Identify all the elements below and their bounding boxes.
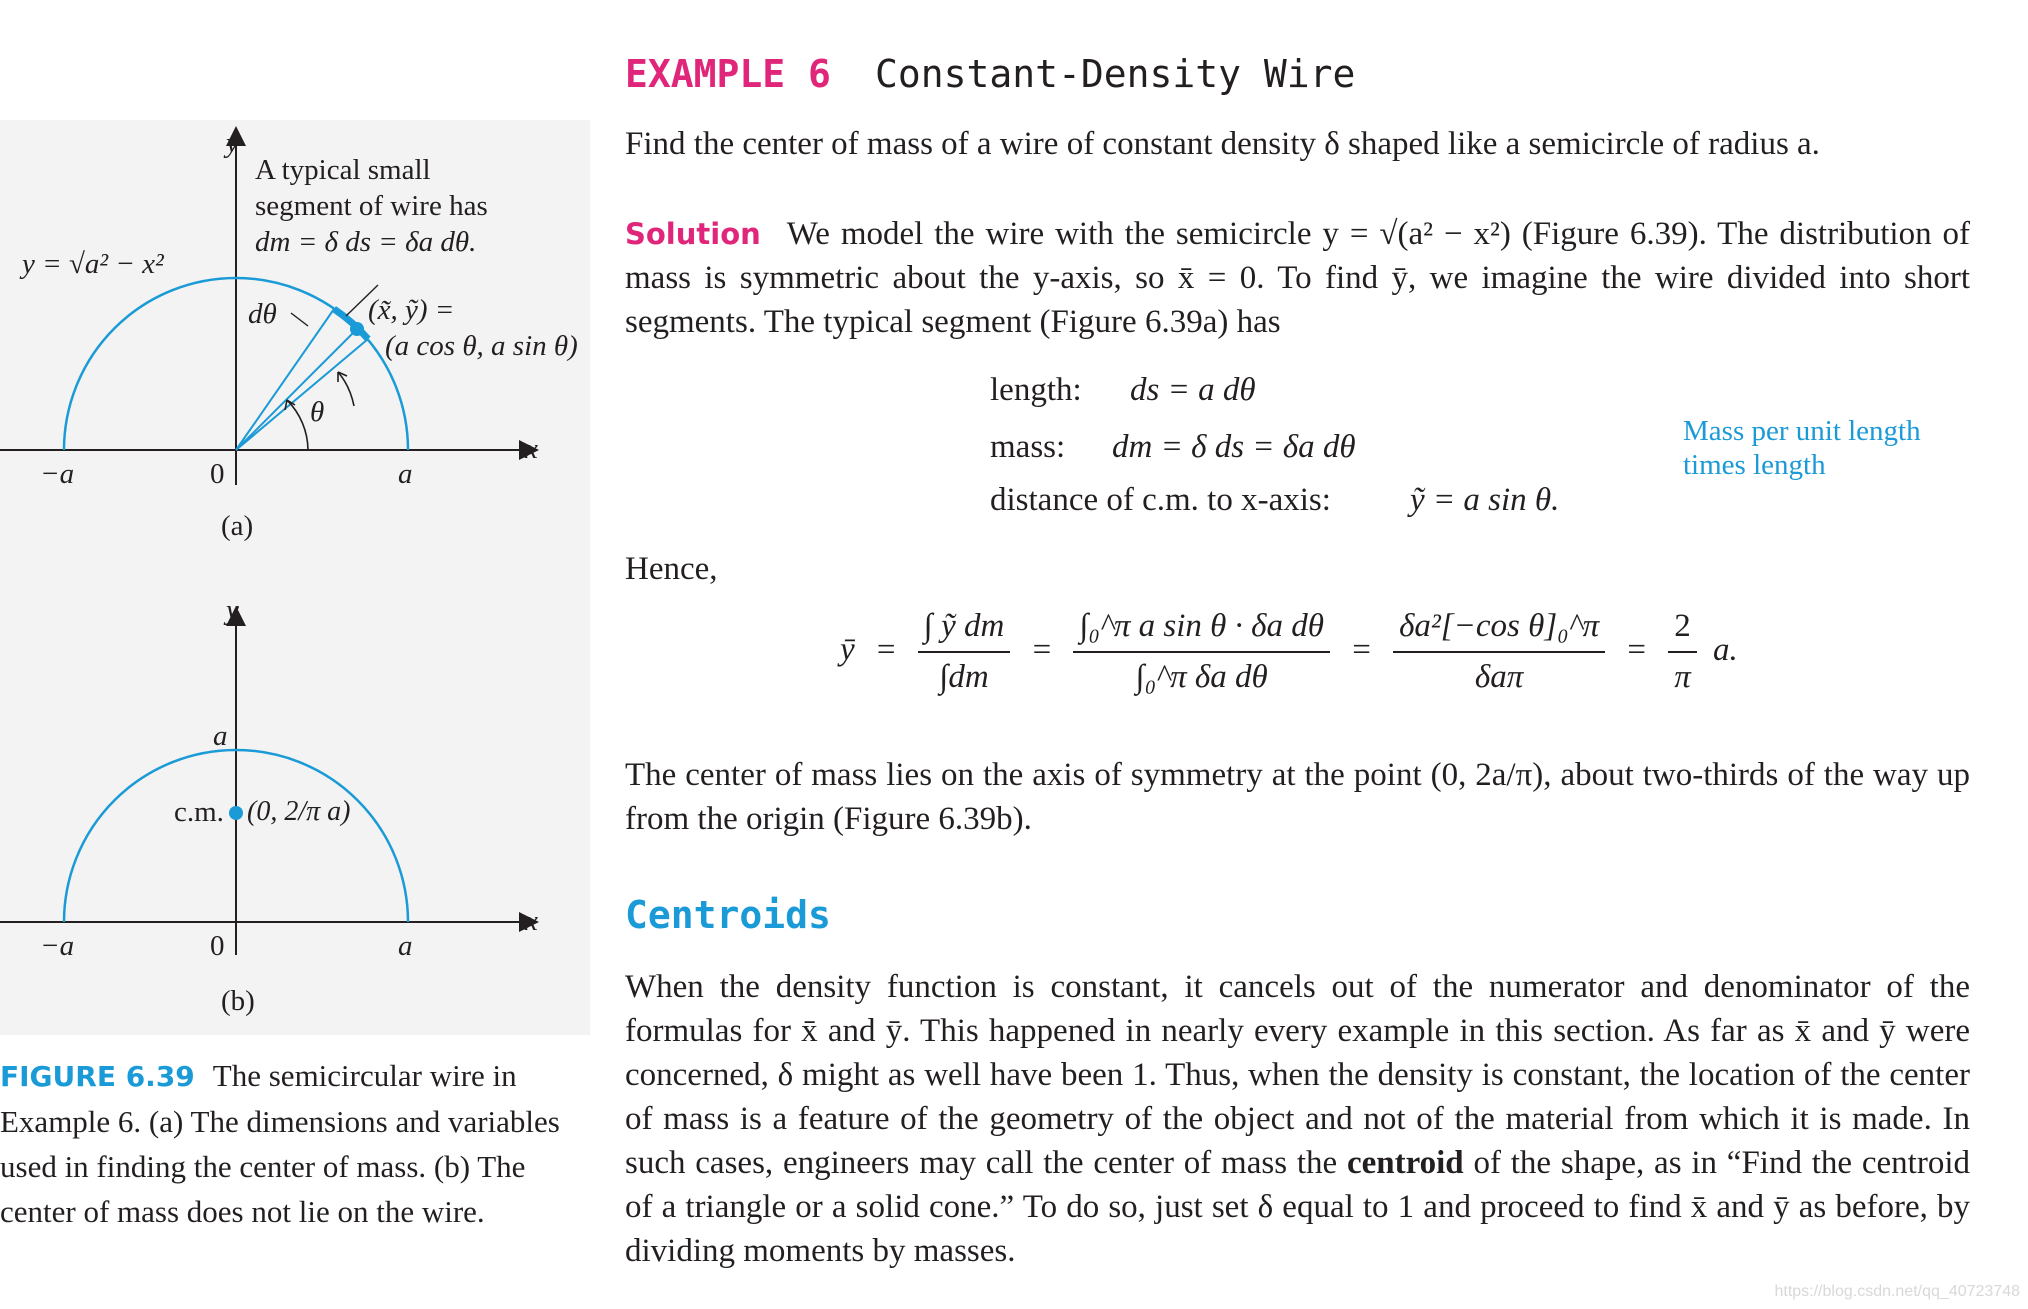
point-label-1: (x̃, ỹ) =: [368, 294, 455, 326]
neg-a-label-a: −a: [40, 458, 75, 490]
panel-label-a: (a): [221, 510, 254, 542]
eq-sign-2: =: [1032, 631, 1052, 668]
rotation-arrow: [338, 372, 354, 406]
hence-label: Hence,: [625, 551, 718, 587]
curve-equation-label: y = √a² − x²: [22, 248, 164, 280]
fraction-1: [918, 608, 1011, 696]
fraction-3-numerator: δa²[−cos θ]₀^π: [1393, 608, 1605, 653]
fraction-2: [1073, 608, 1330, 696]
eq-lhs: ȳ: [840, 631, 855, 668]
distance-equation: ỹ = a sin θ.: [1410, 482, 1560, 518]
segment-point: [350, 322, 364, 336]
callout-line-3: dm = δ ds = δa dθ.: [255, 226, 477, 258]
example-title: Constant-Density Wire: [875, 52, 1356, 96]
fraction-3: [1393, 608, 1605, 696]
length-equation: ds = a dθ: [1130, 372, 1256, 408]
center-of-mass-point: [229, 806, 243, 820]
side-note-line-2: times length: [1683, 449, 1826, 481]
conclusion-paragraph: The center of mass lies on the axis of symmetry at the point (0, 2a/π), about two-thirds of the way up from the origin (Figure 6.39b).: [625, 757, 1970, 837]
figure-caption-text: The semicircular wire in Example 6. (a) The dimensions and variables used in finding the center of mass. (b) The center of mass does not lie on the wire.: [0, 1058, 560, 1229]
a-top-label: a: [213, 720, 228, 752]
cm-label: c.m.: [174, 796, 224, 828]
fraction-4-numerator: 2: [1668, 608, 1697, 653]
theta-label: θ: [310, 396, 325, 428]
x-axis-label-b: x: [525, 905, 538, 937]
pos-a-label-a: a: [398, 458, 413, 490]
callout-line-2: segment of wire has: [255, 190, 488, 222]
solution-label: Solution: [625, 217, 761, 251]
mass-label: mass:: [990, 429, 1066, 465]
side-note: [1683, 414, 1921, 482]
dtheta-leader: [291, 313, 308, 326]
fraction-2-numerator: ∫₀^π a sin θ · δa dθ: [1073, 608, 1330, 653]
problem-statement: Find the center of mass of a wire of constant density δ shaped like a semicircle of radius a.: [625, 126, 1820, 162]
watermark: https://blog.csdn.net/qq_40723748: [1774, 1283, 2020, 1300]
eq-sign-4: =: [1627, 631, 1646, 668]
fraction-3-denominator: δaπ: [1474, 659, 1524, 695]
dtheta-label: dθ: [248, 298, 277, 330]
callout-line-1: A typical small: [255, 154, 431, 186]
centroid-term: centroid: [1346, 1145, 1464, 1181]
eq-sign-1: =: [876, 631, 896, 668]
figure-caption: [0, 1053, 565, 1234]
figure-tag: FIGURE 6.39: [0, 1060, 195, 1093]
centroids-text-1: When the density function is constant, it cancels out of the numerator and denominator of the formulas for x̄ and ȳ. This happened in nearly every example in this section. As far as x̄ and ȳ were concerned, δ might as well have been 1. Thus, when the density is constant, the location of the center of mass is a feature of the geometry of the object and not of the material from which it is made. In such cases, engineers may call the center of mass the: [625, 969, 1970, 1181]
example-tag: EXAMPLE 6: [625, 52, 831, 96]
panel-label-b: (b): [221, 985, 255, 1017]
x-axis-label-a: x: [525, 433, 538, 465]
y-axis-label-a: y: [226, 127, 239, 159]
fraction-4: [1668, 608, 1697, 696]
eq-tail: a.: [1713, 631, 1738, 668]
eq-sign-3: =: [1352, 631, 1371, 668]
origin-label-b: 0: [210, 930, 225, 962]
length-label: length:: [990, 372, 1082, 408]
origin-label-a: 0: [210, 458, 225, 490]
cm-point-label: (0, 2/π a): [247, 796, 351, 827]
centroids-text-2: of the shape, as in “Find the centroid of a triangle or a solid cone.” To do so, just set δ equal to 1 and proceed to find x̄ and ȳ as before, by dividing moments by masses.: [625, 1145, 1970, 1269]
side-note-line-1: Mass per unit length: [1683, 415, 1921, 447]
distance-label: distance of c.m. to x-axis:: [990, 482, 1331, 518]
figure-panel: [0, 120, 590, 1035]
solution-text: We model the wire with the semicircle y = √(a² − x²) (Figure 6.39). The distribution of mass is symmetric about the y-axis, so x̄ = 0. To find ȳ, we imagine the wire divided into short segments. The typical segment (Figure 6.39a) has: [625, 216, 1970, 340]
ybar-equation: [840, 608, 1738, 696]
y-axis-label-b: y: [226, 594, 239, 626]
neg-a-label-b: −a: [40, 930, 75, 962]
centroids-heading: Centroids: [625, 893, 831, 937]
solution-paragraph: [625, 212, 1970, 344]
centroids-paragraph: [625, 965, 1970, 1273]
fraction-4-denominator: π: [1674, 659, 1691, 695]
mass-equation: dm = δ ds = δa dθ: [1112, 429, 1356, 465]
fraction-1-denominator: ∫dm: [939, 659, 989, 695]
ray-center: [236, 329, 357, 450]
theta-arc: [287, 400, 308, 450]
point-label-2: (a cos θ, a sin θ): [385, 330, 578, 362]
fraction-1-numerator: ∫ ỹ dm: [918, 608, 1011, 653]
pos-a-label-b: a: [398, 930, 413, 962]
fraction-2-denominator: ∫₀^π δa dθ: [1135, 659, 1268, 695]
